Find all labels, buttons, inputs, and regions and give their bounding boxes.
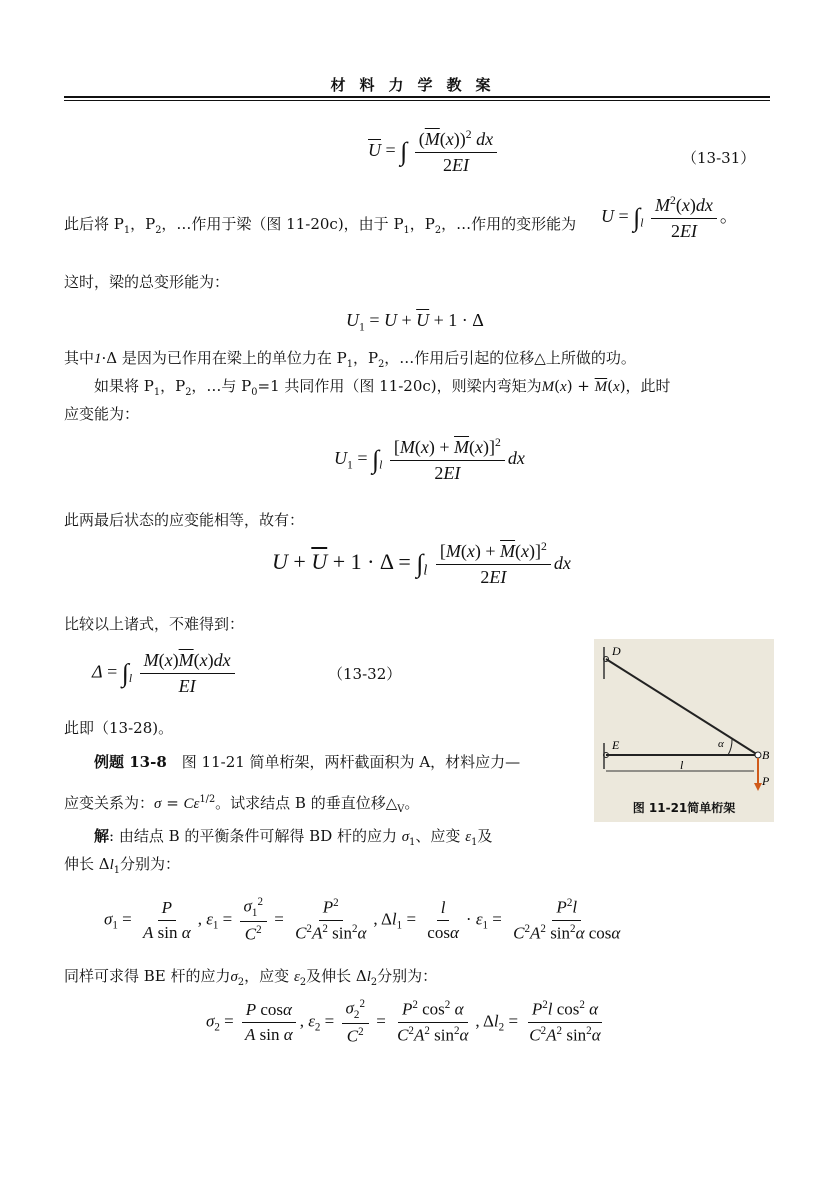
node-B: [755, 752, 761, 758]
equation-13-31: $\overline{U}$ = ∫ $\frac{(\overline{M}(x))^2 dx}{2EI}$: [368, 128, 500, 176]
example-13-8-line1: 例题 13-8 图 11-21 简单桁架，两杆截面积为 A，材料应力—: [94, 753, 521, 771]
equation-tag-13-32: （13-32）: [328, 665, 402, 683]
label-E: E: [612, 738, 620, 752]
solution-line2: 伸长 $\Delta l_1$分别为：: [64, 855, 181, 876]
solution-line1: 解: 由结点 B 的平衡条件可解得 BD 杆的应力 $\sigma_1$、应变 $\varepsilon_1$及: [94, 827, 493, 848]
equation-energy-balance: $U + \overline{U} + 1 \cdot \Delta = \int_l$ $\frac{[M(x) + \overline{M}(x)]^2}{2EI}$ dx: [272, 540, 571, 587]
member-BD: [606, 659, 758, 755]
truss-diagram: [594, 639, 774, 799]
example-label: 例题 13-8: [94, 753, 167, 771]
example-13-8-line2: 应变关系为：$\sigma = C\varepsilon^{1/2}$。试求结点 B 的垂直位移$\triangle_V$。: [64, 794, 420, 815]
paragraph-unit-force-work: 其中1·Δ 是因为已作用在梁上的单位力在 $P_1$，$P_2$，…作用后引起的位移△上所做的功。: [64, 349, 636, 370]
paragraph-total-energy: 这时，梁的总变形能为：: [64, 273, 230, 291]
paragraph-this-is: 此即（13-28)。: [64, 719, 174, 737]
equation-BD-results: $\sigma_1$ = $\frac{P}{\text{A sin α}}$ , $\varepsilon_1$ = $\frac{\sigma_1^2}{C^2}$ = $\frac{P^2}{C^2A^2 \sin^2\alpha}$ , $\Delta l_1$ = $\frac{l}{\cos\alpha}$ · $\varepsilon_1$ = $\frac{P^2l}{C^2A^2 \sin^2\alpha \cos\alpha}$: [104, 896, 621, 944]
label-P: P: [762, 774, 770, 788]
equation-U1-integral: $U_1 = \int_l$ $\frac{[M(x) + \overline{M}(x)]^2}{2EI}$ dx: [334, 436, 525, 483]
solution-label: 解: [94, 827, 110, 845]
header-rule-thick: [64, 96, 770, 98]
paragraph-strain-energy-label: 应变能为：: [64, 405, 140, 423]
paragraph-apply-loads: 此后将 $P_1$，$P_2$，…作用于梁（图 11-20c)，由于 $P_1$，$P_2$，…作用的变形能为: [64, 215, 577, 236]
label-D: D: [612, 644, 621, 658]
equation-U1-sum: $U_1 = U + \overline{U} + 1 \cdot \Delta$: [346, 310, 484, 334]
label-B: B: [762, 748, 770, 762]
equation-13-32: $\Delta = \int_l$ $\frac{M(x)\overline{M}(x)dx}{EI}$: [92, 650, 238, 697]
paragraph-equal-energy: 此两最后状态的应变能相等，故有：: [64, 511, 305, 529]
equation-tag-13-31: （13-31）: [682, 149, 756, 167]
equation-strain-energy-U: $U = \int_l$ $\frac{M^2(x)dx}{2EI}$ 。: [601, 194, 738, 241]
load-P-arrowhead: [754, 783, 762, 791]
paragraph-compare: 比较以上诸式，不难得到：: [64, 615, 245, 633]
label-l: l: [680, 758, 684, 772]
paragraph-combined-action: 如果将 $P_1$，$P_2$，…与 $P_0=1$ 共同作用（图 11-20c)，则梁内弯矩为$M(x) + \overline{M}(x)$，此时: [94, 377, 671, 398]
label-alpha: α: [718, 738, 724, 750]
page-header-title: 材料力学教案: [330, 76, 505, 94]
figure-simple-truss: [594, 639, 774, 822]
header-rule-thin: [64, 100, 770, 101]
figure-caption: 图 11-21简单桁架: [632, 801, 736, 815]
paragraph-BE-results: 同样可求得 BE 杆的应力$\sigma_2$，应变 $\varepsilon_2$及伸长 $\Delta l_2$分别为：: [64, 967, 438, 988]
equation-BE-results: $\sigma_2$ = $\frac{\text{P cosα}}{\text{A sin α}}$ , $\varepsilon_2$ = $\frac{\sigma_2^2}{C^2}$ = $\frac{P^2 \cos^2 \alpha}{C^2A^2 \sin^2\alpha}$ , $\Delta l_2$ = $\frac{P^2l \cos^2 \alpha}{C^2A^2 \sin^2\alpha}$: [206, 998, 601, 1046]
angle-alpha-arc: [728, 739, 732, 755]
